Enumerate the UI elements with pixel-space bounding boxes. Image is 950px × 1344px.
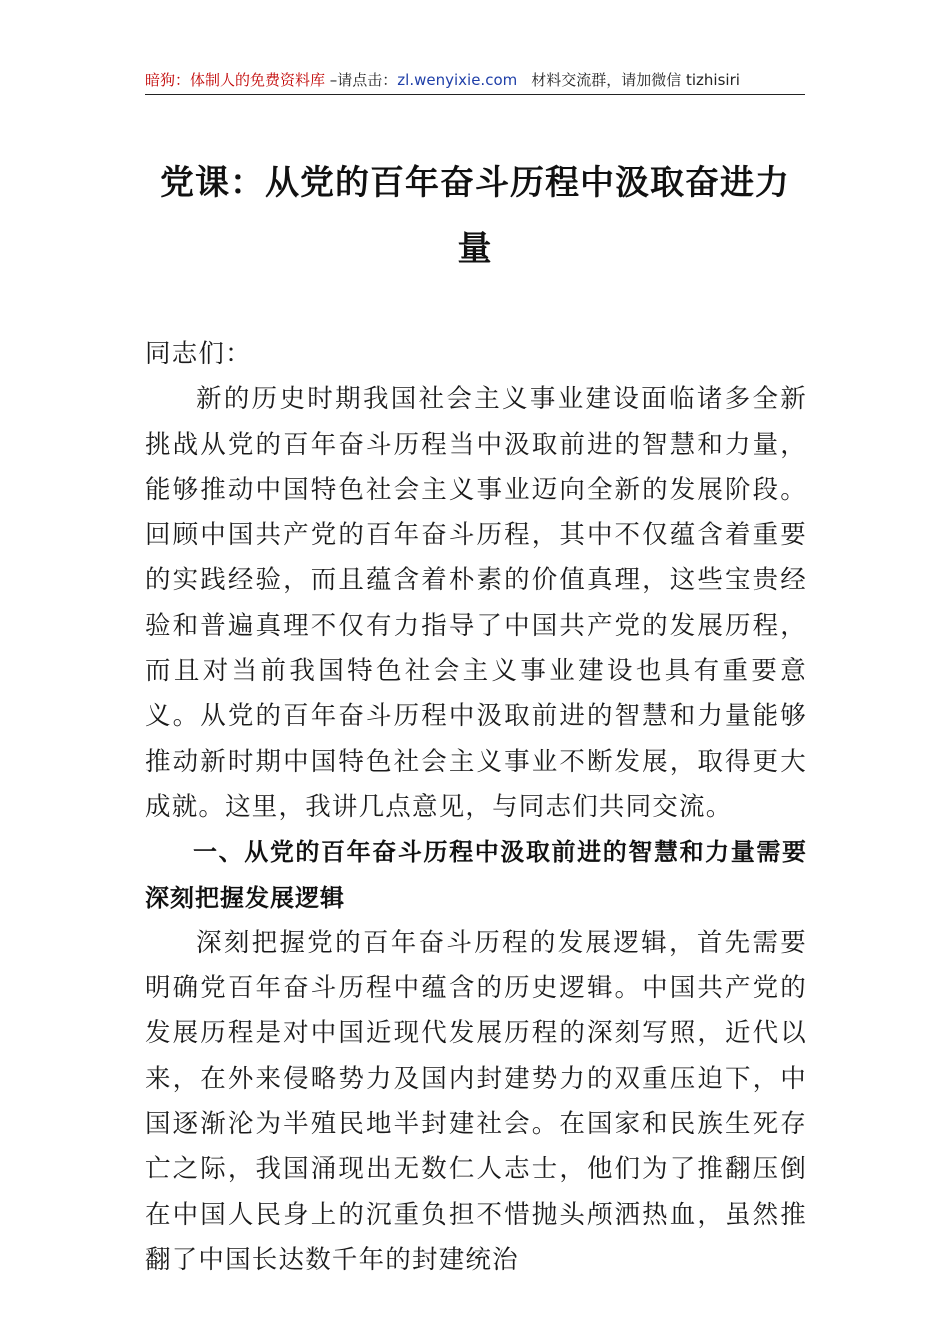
intro-paragraph: 新的历史时期我国社会主义事业建设面临诸多全新挑战从党的百年奋斗历程当中汲取前进的智慧和力量，能够推动中国特色社会主义事业迈向全新的发展阶段。回顾中国共产党的百年奋斗历程，其中不仅蕴含着重要的实践经验，而且蕴含着朴素的价值真理，这些宝贵经验和普遍真理不仅有力指导了中国共产党的发展历程，而且对当前我国特色社会主义事业建设也具有重要意义。从党的百年奋斗历程中汲取前进的智慧和力量能够推动新时期中国特色社会主义事业不断发展，取得更大成就。这里，我讲几点意见，与同志们共同交流。 <box>145 384 807 822</box>
header-site-link[interactable]: zl.wenyixie.com <box>397 71 518 89</box>
header-contact: 材料交流群，请加微信 tizhisiri <box>531 71 740 89</box>
section-1-paragraph: 深刻把握党的百年奋斗历程的发展逻辑，首先需要明确党百年奋斗历程中蕴含的历史逻辑。中国共产党的发展历程是对中国近现代发展历程的深刻写照，近代以来，在外来侵略势力及国内封建势力的双重压迫下，中国逐渐沦为半殖民地半封建社会。在国家和民族生死存亡之际，我国涌现出无数仁人志士，他们为了推翻压倒在中国人民身上的沉重负担不惜抛头颅洒热血，虽然推翻了中国长达数千年的封建统治 <box>145 927 807 1275</box>
header-click-prompt: –请点击： <box>325 71 398 89</box>
document-body <box>145 332 807 1283</box>
header-site-label: 暗狗：体制人的免费资料库 <box>145 71 326 89</box>
section-1-heading: 一、从党的百年奋斗历程中汲取前进的智慧和力量需要深刻把握发展逻辑 <box>145 838 807 912</box>
document-title: 党课：从党的百年奋斗历程中汲取奋进力量 <box>160 163 790 269</box>
salutation: 同志们： <box>145 339 252 369</box>
page-header <box>145 66 805 95</box>
